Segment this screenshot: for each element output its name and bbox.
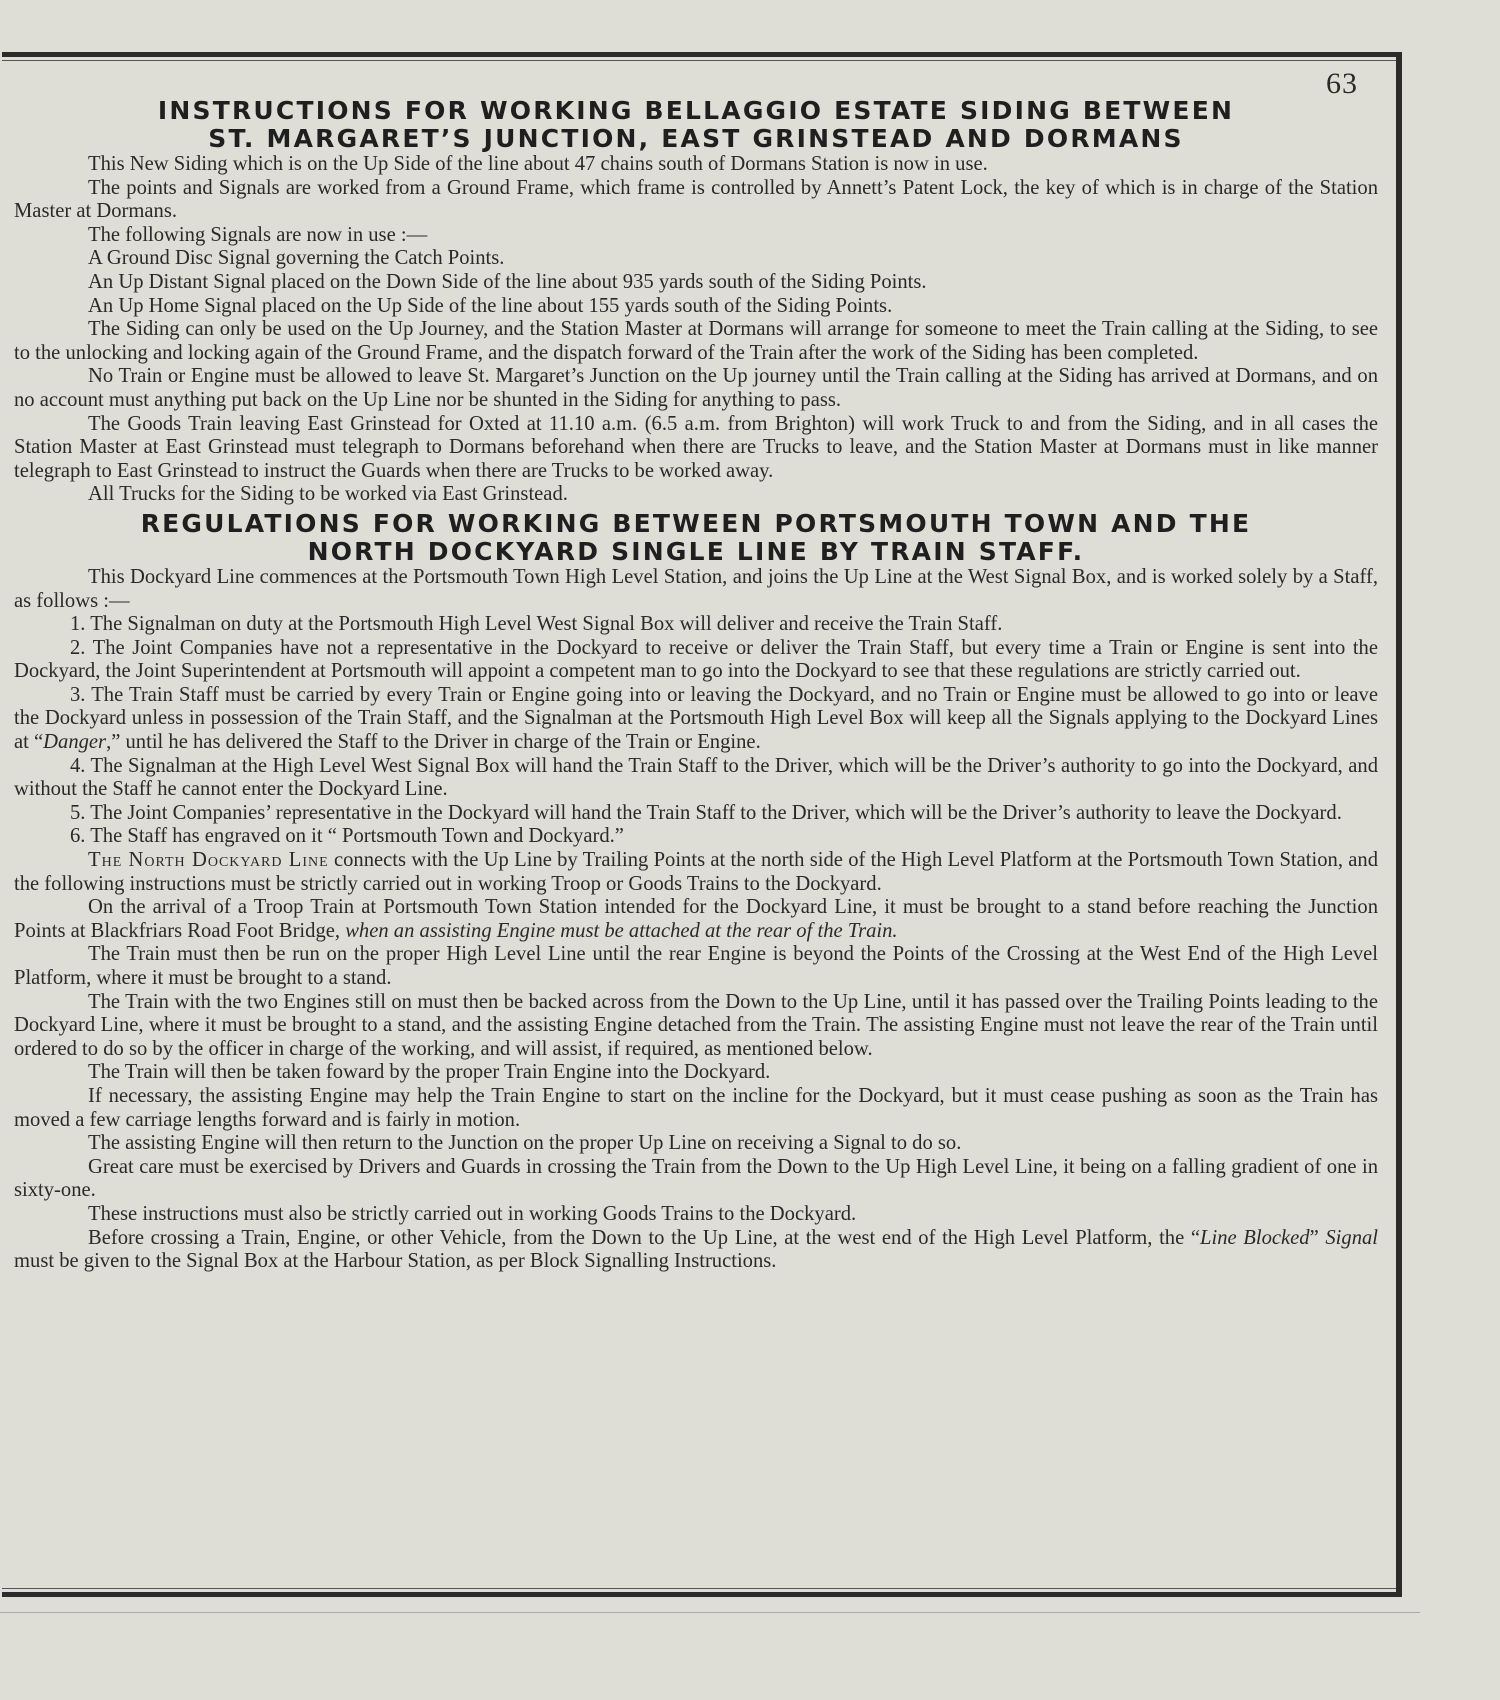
s1-paragraph: The Goods Train leaving East Grinstead for Oxted at 11.10 a.m. (6.5 a.m. from Brighton) will work Truck to and from the Siding, and in all cases the Station Master at East Grinstead must telegraph to Dormans beforehand when there are Trucks to leave, and the Station Master at Dormans must in like manner telegraph to East Grinstead to instruct the Guards when there are Trucks to be worked away.: [14, 412, 1378, 482]
section1-title-line2: ST. MARGARET’S JUNCTION, EAST GRINSTEAD AND DORMANS: [208, 124, 1184, 153]
section2-title: [14, 510, 1378, 566]
final-text-after: must be given to the Signal Box at the Harbour Station, as per Block Signalling Instructions.: [14, 1250, 777, 1273]
page-content: [14, 97, 1378, 1274]
s2-paragraph: These instructions must also be strictly carried out in working Goods Trains to the Dockyard.: [88, 1202, 857, 1225]
s2-troop-train: [14, 896, 1378, 943]
s2-rule-2: 2. The Joint Companies have not a representative in the Dockyard to receive or deliver the Train Staff, but every time a Train or Engine is sent into the Dockyard, the Joint Superintendent at Portsmouth will appoint a competent man to go into the Dockyard to see that these regulations are strictly carried out.: [14, 636, 1378, 683]
section1-title: [14, 97, 1378, 153]
s1-paragraph: The points and Signals are worked from a Ground Frame, which frame is controlled by Annett’s Patent Lock, the key of which is in charge of the Station Master at Dormans.: [14, 176, 1378, 223]
s1-paragraph: A Ground Disc Signal governing the Catch Points.: [88, 247, 505, 270]
section2-title-line2: NORTH DOCKYARD SINGLE LINE BY TRAIN STAFF.: [307, 536, 1085, 566]
troop-italic: when an assisting Engine must be attached at the rear of the Train.: [345, 919, 898, 942]
rule3-italic-danger: Danger: [43, 731, 107, 754]
s2-rule-6: 6. The Staff has engraved on it “ Portsmouth Town and Dockyard.”: [70, 825, 624, 848]
north-line-smallcaps: The North Dockyard Line: [88, 849, 329, 872]
top-rule: [2, 60, 1396, 61]
page-number: 63: [1326, 67, 1358, 100]
s2-paragraph: The Train with the two Engines still on must then be backed across from the Down to the Up Line, until it has passed over the Trailing Points leading to the Dockyard Line, where it must be brought to a stand, and the assisting Engine detached from the Train. The assisting Engine must not leave the rear of the Train until ordered to do so by the officer in charge of the working, and will assist, if required, as mentioned below.: [14, 990, 1378, 1060]
rule3-text-after: ,” until he has delivered the Staff to the Driver in charge of the Train or Engine.: [106, 731, 761, 754]
s1-paragraph: All Trucks for the Siding to be worked via East Grinstead.: [88, 483, 568, 506]
s2-rule-5: 5. The Joint Companies’ representative in the Dockyard will hand the Train Staff to the Driver, which will be the Driver’s authority to leave the Dockyard.: [70, 801, 1342, 824]
final-text-middle: ”: [1309, 1226, 1326, 1249]
section2-title-line1: REGULATIONS FOR WORKING BETWEEN PORTSMOUTH TOWN AND THE: [140, 508, 1252, 538]
s1-paragraph: This New Siding which is on the Up Side of the line about 47 chains south of Dormans Station is now in use.: [88, 153, 988, 175]
s1-paragraph: The Siding can only be used on the Up Journey, and the Station Master at Dormans will arrange for someone to meet the Train calling at the Siding, to see to the unlocking and locking again of the Ground Frame, and the dispatch forward of the Train after the work of the Siding has been completed.: [14, 318, 1378, 364]
s2-rule-3: [14, 684, 1378, 755]
s2-paragraph: The assisting Engine will then return to the Junction on the proper Up Line on receiving a Signal to do so.: [88, 1132, 962, 1155]
bottom-rule: [2, 1588, 1396, 1589]
s1-paragraph: An Up Home Signal placed on the Up Side of the line about 155 yards south of the Siding Points.: [88, 294, 893, 317]
s1-paragraph: No Train or Engine must be allowed to leave St. Margaret’s Junction on the Up journey until the Train calling at the Siding has arrived at Dormans, and on no account must anything put back on the Up Line nor be shunted in the Siding for anything to pass.: [14, 365, 1378, 411]
s1-paragraph: An Up Distant Signal placed on the Down Side of the line about 935 yards south of the Siding Points.: [88, 270, 927, 293]
s2-paragraph: The Train must then be run on the proper High Level Line until the rear Engine is beyond the Points of the Crossing at the West End of the High Level Platform, where it must be brought to a stand.: [14, 943, 1378, 989]
s2-north-dockyard-line: [14, 849, 1378, 896]
s2-paragraph: If necessary, the assisting Engine may help the Train Engine to start on the incline for the Dockyard, but it must cease pushing as soon as the Train has moved a few carriage lengths forward and is fairly in motion.: [14, 1084, 1378, 1131]
s2-final-paragraph: [14, 1227, 1378, 1274]
troop-text: On the arrival of a Troop Train at Portsmouth Town Station intended for the Dockyard Line, it must be brought to a stand before reaching the Junction Points at Blackfriars Road Foot Bridge,: [14, 896, 1378, 942]
bottom-margin-strip: [0, 1612, 1420, 1643]
s2-intro: This Dockyard Line commences at the Portsmouth Town High Level Station, and joins the Up Line at the West Signal Box, and is worked solely by a Staff, as follows :—: [14, 565, 1378, 612]
rule3-text-before: 3. The Train Staff must be carried by every Train or Engine going into or leaving the Dockyard, and no Train or Engine must be allowed to go into or leave the Dockyard unless in possession of the Train Staff, and the Signalman at the Portsmouth High Level Box will keep all the Signals applying to the Dockyard Lines at “: [14, 683, 1378, 754]
final-text-before: Before crossing a Train, Engine, or other Vehicle, from the Down to the Up Line, at the west end of the High Level Platform, the “: [88, 1226, 1201, 1249]
final-italic-signal: Signal: [1325, 1226, 1379, 1249]
final-italic-line-blocked: Line Blocked: [1200, 1226, 1310, 1249]
north-line-text: connects with the Up Line by Trailing Points at the north side of the High Level Platform at the Portsmouth Town Station, and the following instructions must be strictly carried out in working Troop or Goods Trains to the Dockyard.: [14, 849, 1378, 895]
section1-title-line1: INSTRUCTIONS FOR WORKING BELLAGGIO ESTATE SIDING BETWEEN: [157, 96, 1235, 125]
s2-paragraph: Great care must be exercised by Drivers and Guards in crossing the Train from the Down to the Up High Level Line, it being on a falling gradient of one in sixty-one.: [14, 1155, 1378, 1202]
s2-rule-4: 4. The Signalman at the High Level West Signal Box will hand the Train Staff to the Driver, which will be the Driver’s authority to go into the Dockyard, and without the Staff he cannot enter the Dockyard Line.: [14, 754, 1378, 801]
s2-rule-1: 1. The Signalman on duty at the Portsmouth High Level West Signal Box will deliver and receive the Train Staff.: [70, 613, 1003, 636]
s2-paragraph: The Train will then be taken foward by the proper Train Engine into the Dockyard.: [88, 1061, 771, 1084]
s1-paragraph: The following Signals are now in use :—: [88, 223, 428, 246]
page-border-frame: [2, 52, 1402, 1597]
